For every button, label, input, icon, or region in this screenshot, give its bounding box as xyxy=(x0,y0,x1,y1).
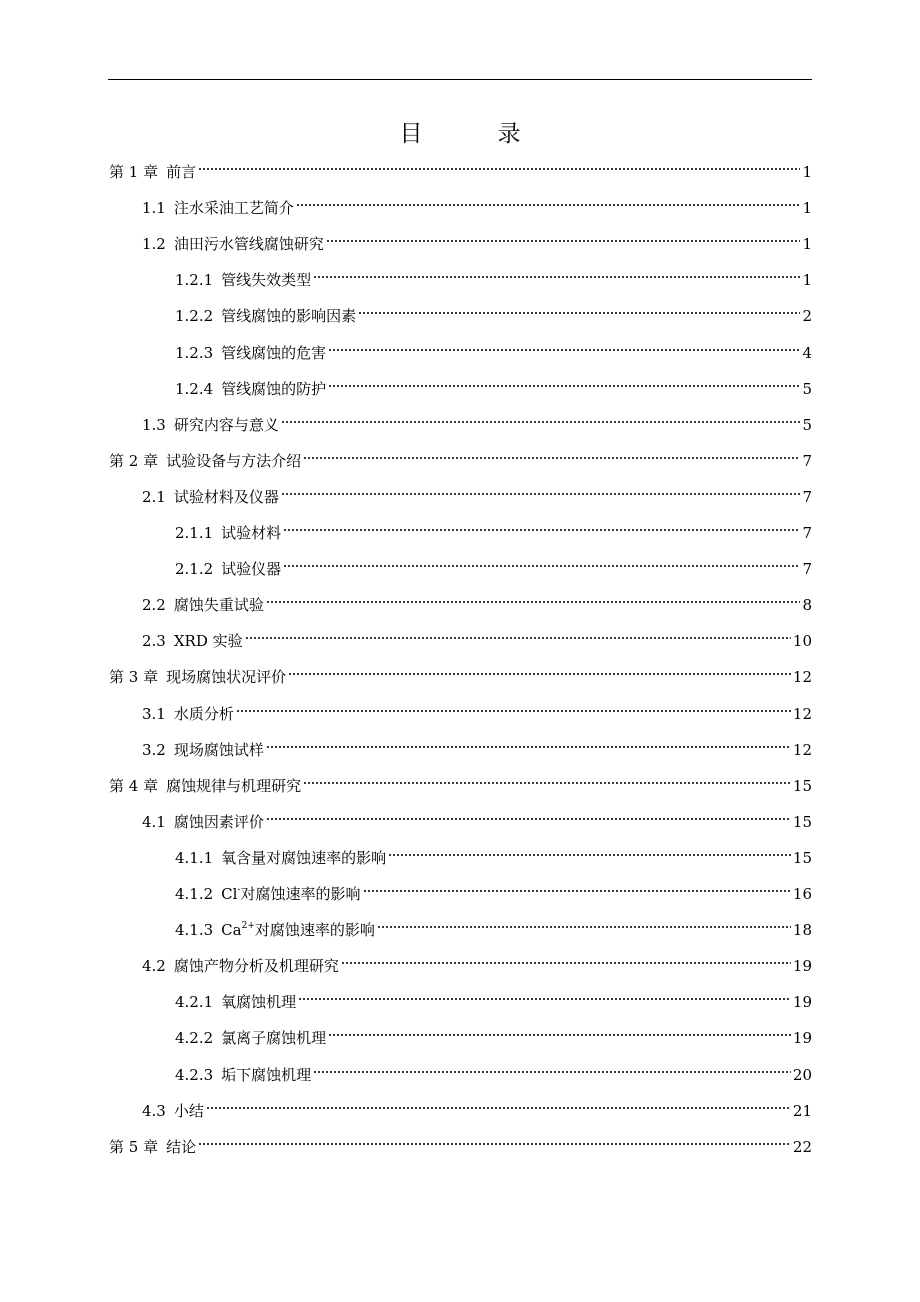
toc-entry-number: 3.1 xyxy=(142,704,166,723)
toc-chapter-entry[interactable] xyxy=(109,448,812,474)
toc-entry-text: XRD 实验 xyxy=(173,632,243,651)
toc-chapter-entry[interactable] xyxy=(109,773,812,799)
toc-page-number: 1 xyxy=(802,271,812,290)
toc-page-number: 19 xyxy=(792,993,812,1012)
toc-entry-label xyxy=(142,628,243,654)
toc-entry-superscript: 2+ xyxy=(241,921,255,932)
toc-page-number: 1 xyxy=(802,163,812,181)
toc-section-entry[interactable] xyxy=(142,231,812,257)
toc-page-number: 12 xyxy=(792,740,812,759)
toc-section-entry[interactable] xyxy=(142,592,812,618)
toc-entry-number: 4.2.3 xyxy=(175,1065,214,1084)
toc-chapter-entry[interactable] xyxy=(109,664,812,690)
toc-entry-text: 现场腐蚀状况评价 xyxy=(166,668,287,687)
toc-subsection-entry[interactable] xyxy=(175,376,812,402)
toc-entry-label xyxy=(175,845,386,871)
toc-entry-text: Cl xyxy=(221,885,238,903)
toc-entry-text: 氯离子腐蚀机理 xyxy=(221,1029,327,1048)
toc-dot-leader xyxy=(266,743,791,751)
toc-subsection-entry[interactable] xyxy=(175,881,812,907)
toc-page-number: 15 xyxy=(792,776,812,795)
toc-entry-text: 腐蚀规律与机理研究 xyxy=(166,776,302,795)
toc-subsection-entry[interactable] xyxy=(175,989,812,1015)
toc-section-entry[interactable] xyxy=(142,412,812,438)
toc-entry-text: 油田污水管线腐蚀研究 xyxy=(173,235,324,254)
toc-section-entry[interactable] xyxy=(142,1098,812,1124)
toc-dot-leader xyxy=(341,959,791,967)
toc-entry-label xyxy=(142,809,264,835)
toc-entry-number: 1.3 xyxy=(142,415,166,434)
toc-dot-leader xyxy=(313,1068,791,1076)
toc-entry-text: 氧腐蚀机理 xyxy=(221,993,297,1012)
toc-entry-text: 小结 xyxy=(173,1101,204,1120)
toc-entry-number: 3.2 xyxy=(142,740,166,759)
toc-section-entry[interactable] xyxy=(142,953,812,979)
toc-entry-text: 结论 xyxy=(166,1137,197,1156)
toc-entry-number: 4.2.2 xyxy=(175,1029,214,1048)
toc-entry-number: 第 3 章 xyxy=(109,668,159,687)
toc-subsection-entry[interactable] xyxy=(175,267,812,293)
toc-dot-leader xyxy=(363,887,791,895)
toc-section-entry[interactable] xyxy=(142,628,812,654)
toc-entry-text: 腐蚀因素评价 xyxy=(173,812,264,831)
toc-dot-leader xyxy=(288,670,791,678)
toc-page-number: 2 xyxy=(802,307,812,326)
toc-entry-text: 前言 xyxy=(166,163,197,181)
toc-subsection-entry[interactable] xyxy=(175,340,812,366)
toc-dot-leader xyxy=(377,923,791,931)
toc-section-entry[interactable] xyxy=(142,737,812,763)
toc-entry-number: 1.1 xyxy=(142,199,166,218)
toc-entry-text: 试验材料 xyxy=(221,524,282,542)
toc-dot-leader xyxy=(328,346,800,354)
toc-dot-leader xyxy=(328,382,800,390)
toc-entry-text: 现场腐蚀试样 xyxy=(173,740,264,759)
toc-entry-number: 2.1.2 xyxy=(175,560,214,579)
toc-entry-label xyxy=(142,592,264,618)
toc-page-number: 7 xyxy=(802,560,812,579)
toc-entry-label xyxy=(142,412,279,438)
toc-page-number: 7 xyxy=(802,451,812,470)
toc-dot-leader xyxy=(358,309,800,317)
toc-entry-label xyxy=(142,701,234,727)
toc-entry-number: 4.1.3 xyxy=(175,921,214,940)
toc-dot-leader xyxy=(326,237,801,245)
toc-dot-leader xyxy=(236,707,791,715)
toc-entry-text-after: 对腐蚀速率的影响 xyxy=(240,885,361,903)
toc-entry-text: 氧含量对腐蚀速率的影响 xyxy=(221,848,387,867)
toc-entry-label xyxy=(175,520,281,546)
toc-page-number: 15 xyxy=(792,812,812,831)
toc-page-number: 7 xyxy=(802,524,812,542)
toc-entry-label xyxy=(175,340,326,366)
toc-entry-text: 研究内容与意义 xyxy=(173,415,279,434)
header-rule xyxy=(108,79,812,80)
toc-entry-number: 4.2 xyxy=(142,957,166,976)
toc-dot-leader xyxy=(266,815,791,823)
toc-entry-number: 第 1 章 xyxy=(109,163,159,181)
toc-entry-label xyxy=(142,484,279,510)
toc-dot-leader xyxy=(298,995,791,1003)
toc-entry-number: 4.1 xyxy=(142,812,166,831)
toc-entry-superscript: - xyxy=(237,885,241,895)
toc-entry-text: 注水采油工艺简介 xyxy=(173,199,294,218)
toc-entry-text: 管线腐蚀的影响因素 xyxy=(221,307,357,326)
toc-page-number: 12 xyxy=(792,668,812,687)
toc-entry-number: 第 5 章 xyxy=(109,1137,159,1156)
toc-entry-text: 试验材料及仪器 xyxy=(173,487,279,506)
toc-dot-leader xyxy=(198,165,800,173)
toc-entry-number: 4.3 xyxy=(142,1101,166,1120)
toc-dot-leader xyxy=(328,1031,791,1039)
toc-dot-leader xyxy=(313,273,800,281)
toc-entry-label xyxy=(175,1025,326,1051)
toc-entry-label xyxy=(109,773,301,799)
toc-page-number: 22 xyxy=(792,1137,812,1156)
toc-entry-text: 管线腐蚀的防护 xyxy=(221,379,327,398)
toc-entry-label xyxy=(142,195,294,221)
toc-dot-leader xyxy=(206,1104,791,1112)
toc-subsection-entry[interactable] xyxy=(175,303,812,329)
toc-entry-number: 第 2 章 xyxy=(109,451,159,470)
toc-entry-text: 水质分析 xyxy=(173,704,234,723)
toc-dot-leader xyxy=(245,634,791,642)
toc-entry-text: 试验仪器 xyxy=(221,560,282,579)
toc-entry-text-after: 对腐蚀速率的影响 xyxy=(254,921,375,940)
toc-dot-leader xyxy=(296,201,801,209)
toc-page-number: 10 xyxy=(792,632,812,651)
toc-entry-label xyxy=(175,989,296,1015)
toc-title: 目 录 xyxy=(399,121,547,147)
toc-dot-leader xyxy=(198,1140,791,1148)
toc-entry-number: 1.2.2 xyxy=(175,307,214,326)
toc-page-number: 4 xyxy=(802,343,812,362)
toc-entry-number: 4.2.1 xyxy=(175,993,214,1012)
toc-page-number: 5 xyxy=(802,415,812,434)
toc-entry-number: 4.1.2 xyxy=(175,885,214,903)
toc-entry-label xyxy=(109,1134,196,1160)
toc-entry-number: 2.2 xyxy=(142,596,166,615)
toc-entry-label xyxy=(142,231,324,257)
toc-entry-number: 2.3 xyxy=(142,632,166,651)
toc-dot-leader xyxy=(283,562,800,570)
toc-page-number: 16 xyxy=(792,885,812,903)
toc-page-number: 5 xyxy=(802,379,812,398)
toc-page-number: 15 xyxy=(792,848,812,867)
toc-entry-label xyxy=(142,953,339,979)
toc-entry-label xyxy=(109,159,196,185)
toc-page-number: 1 xyxy=(802,235,812,254)
toc-page-number: 7 xyxy=(802,487,812,506)
toc-entry-text: 腐蚀失重试验 xyxy=(173,596,264,615)
toc-chapter-entry[interactable] xyxy=(109,1134,812,1160)
toc-subsection-entry[interactable] xyxy=(175,556,812,582)
toc-section-entry[interactable] xyxy=(142,484,812,510)
toc-subsection-entry[interactable] xyxy=(175,1025,812,1051)
toc-dot-leader xyxy=(281,490,801,498)
toc-entry-label xyxy=(109,664,286,690)
toc-page-number: 1 xyxy=(802,199,812,218)
toc-entry-text: Ca xyxy=(221,921,242,940)
toc-subsection-entry[interactable] xyxy=(175,917,812,943)
toc-section-entry[interactable] xyxy=(142,701,812,727)
toc-subsection-entry[interactable] xyxy=(175,845,812,871)
toc-entry-label xyxy=(175,303,356,329)
toc-dot-leader xyxy=(388,851,791,859)
toc-page-number: 12 xyxy=(792,704,812,723)
toc-entry-number: 4.1.1 xyxy=(175,848,214,867)
toc-entry-label xyxy=(175,267,311,293)
toc-dot-leader xyxy=(303,779,791,787)
toc-dot-leader xyxy=(283,526,800,534)
toc-entry-number: 1.2.4 xyxy=(175,379,214,398)
toc-dot-leader xyxy=(266,598,801,606)
toc-dot-leader xyxy=(281,418,801,426)
toc-entry-number: 2.1 xyxy=(142,487,166,506)
toc-chapter-entry[interactable] xyxy=(109,159,812,185)
toc-entry-text: 垢下腐蚀机理 xyxy=(221,1065,312,1084)
toc-entry-text: 试验设备与方法介绍 xyxy=(166,451,302,470)
toc-page-number: 20 xyxy=(792,1065,812,1084)
toc-entry-label xyxy=(175,881,361,907)
toc-section-entry[interactable] xyxy=(142,195,812,221)
toc-entry-label xyxy=(175,376,326,402)
toc-page-number: 18 xyxy=(792,921,812,940)
toc-subsection-entry[interactable] xyxy=(175,520,812,546)
toc-entry-number: 1.2.3 xyxy=(175,343,214,362)
toc-dot-leader xyxy=(303,454,800,462)
toc-entry-number: 2.1.1 xyxy=(175,524,214,542)
toc-subsection-entry[interactable] xyxy=(175,1062,812,1088)
toc-entry-text: 腐蚀产物分析及机理研究 xyxy=(173,957,339,976)
toc-entry-number: 1.2.1 xyxy=(175,271,214,290)
toc-entry-label xyxy=(175,917,375,943)
toc-page-number: 19 xyxy=(792,1029,812,1048)
toc-entry-number: 第 4 章 xyxy=(109,776,159,795)
toc-entry-text: 管线失效类型 xyxy=(221,271,312,290)
toc-entry-number: 1.2 xyxy=(142,235,166,254)
toc-entry-label xyxy=(175,1062,311,1088)
toc-page-number: 21 xyxy=(792,1101,812,1120)
toc-entry-label xyxy=(175,556,281,582)
toc-section-entry[interactable] xyxy=(142,809,812,835)
toc-entry-label xyxy=(142,737,264,763)
toc-page-number: 8 xyxy=(802,596,812,615)
toc-entry-label xyxy=(142,1098,204,1124)
toc-page-number: 19 xyxy=(792,957,812,976)
toc-entry-label xyxy=(109,448,301,474)
toc-entry-text: 管线腐蚀的危害 xyxy=(221,343,327,362)
